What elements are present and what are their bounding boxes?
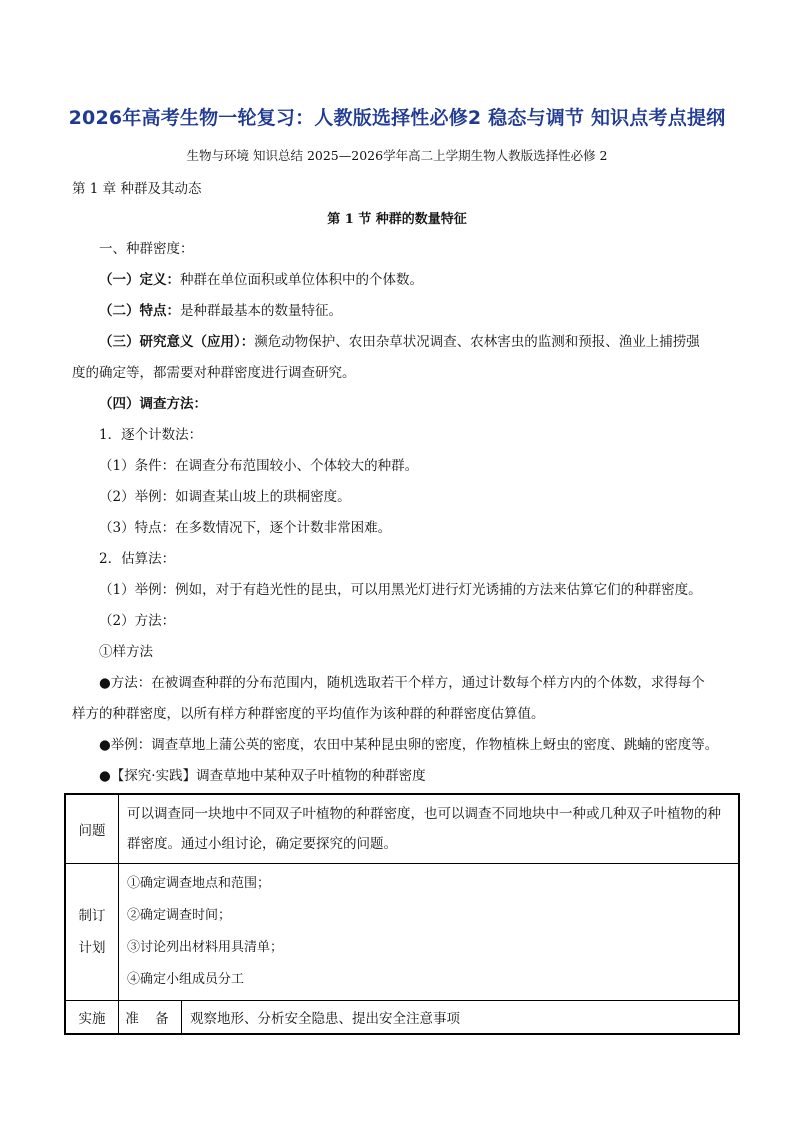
list-item: ①确定调查地点和范围； bbox=[127, 876, 271, 891]
list-item: ③讨论列出材料用具清单； bbox=[127, 940, 284, 955]
table-row bbox=[65, 794, 739, 864]
quadrat-method: ①样方法 bbox=[99, 644, 153, 660]
significance-head: （三）研究意义（应用）： bbox=[99, 334, 255, 350]
estimate-method: 2．估算法： bbox=[99, 551, 176, 567]
feature-line bbox=[99, 302, 759, 320]
plan-items bbox=[119, 864, 740, 1001]
question-text: 可以调查同一块地中不同双子叶植物的种群密度，也可以调查不同地块中一种或几种双子叶植物的种群密度。通过小组讨论，确定要探究的问题。 bbox=[119, 794, 740, 864]
count-condition: （1）条件：在调查分布范围较小、个体较大的种群。 bbox=[99, 458, 419, 474]
estimate-approach: （2）方法： bbox=[99, 613, 176, 629]
prep-label: 准 备 bbox=[119, 1001, 182, 1035]
row-label-plan bbox=[65, 864, 119, 1001]
table-row bbox=[65, 864, 739, 1001]
count-method: 1．逐个计数法： bbox=[99, 427, 203, 443]
definition-body: 种群在单位面积或单位体积中的个体数。 bbox=[180, 272, 423, 288]
row-label-implement: 实施 bbox=[65, 1001, 119, 1035]
table-row bbox=[65, 1001, 739, 1035]
section-heading: 第 1 节 种群的数量特征 bbox=[327, 212, 467, 227]
feature-body: 是种群最基本的数量特征。 bbox=[180, 303, 342, 319]
practice-table bbox=[64, 793, 740, 1035]
subtitle: 生物与环境 知识总结 2025—2026学年高二上学期生物人教版选择性必修 2 bbox=[186, 148, 608, 163]
feature-head: （二）特点： bbox=[99, 303, 180, 319]
count-example: （2）举例：如调查某山坡上的珙桐密度。 bbox=[99, 489, 351, 505]
estimate-example: （1）举例：例如，对于有趋光性的昆虫，可以用黑光灯进行灯光诱捕的方法来估算它们的种群密度。 bbox=[99, 582, 702, 598]
significance-body: 濒危动物保护、农田杂草状况调查、农林害虫的监测和预报、渔业上捕捞强 bbox=[254, 334, 700, 350]
list-item: ②确定调查时间； bbox=[127, 908, 232, 923]
quadrat-desc-cont: 样方的种群密度，以所有样方种群密度的平均值作为该种群的种群密度估算值。 bbox=[72, 706, 545, 722]
method-heading: （四）调查方法： bbox=[99, 396, 207, 412]
definition-line bbox=[99, 271, 759, 289]
list-item: ④确定小组成员分工 bbox=[127, 972, 245, 987]
page-title: 2026年高考生物一轮复习：人教版选择性必修2 稳态与调节 知识点考点提纲 bbox=[68, 107, 726, 129]
heading-density: 一、种群密度： bbox=[99, 241, 194, 257]
row-label-question: 问题 bbox=[65, 794, 119, 864]
plan-label-a: 制订 bbox=[78, 908, 106, 924]
count-feature: （3）特点：在多数情况下，逐个计数非常困难。 bbox=[99, 520, 392, 536]
practice-heading: ●【探究·实践】调查草地中某种双子叶植物的种群密度 bbox=[99, 768, 426, 784]
quadrat-desc: ●方法：在被调查种群的分布范围内，随机选取若干个样方，通过计数每个样方内的个体数，求得每个 bbox=[99, 675, 705, 691]
quadrat-example: ●举例：调查草地上蒲公英的密度，农田中某种昆虫卵的密度，作物植株上蚜虫的密度、跳蝻的密度等。 bbox=[99, 737, 719, 753]
definition-head: （一）定义： bbox=[99, 272, 180, 288]
plan-label-b: 计划 bbox=[78, 940, 106, 956]
prep-text: 观察地形、分析安全隐患、提出安全注意事项 bbox=[182, 1001, 740, 1035]
significance-line bbox=[99, 333, 759, 351]
chapter-heading: 第 1 章 种群及其动态 bbox=[72, 181, 202, 197]
significance-cont: 度的确定等，都需要对种群密度进行调查研究。 bbox=[72, 365, 356, 381]
